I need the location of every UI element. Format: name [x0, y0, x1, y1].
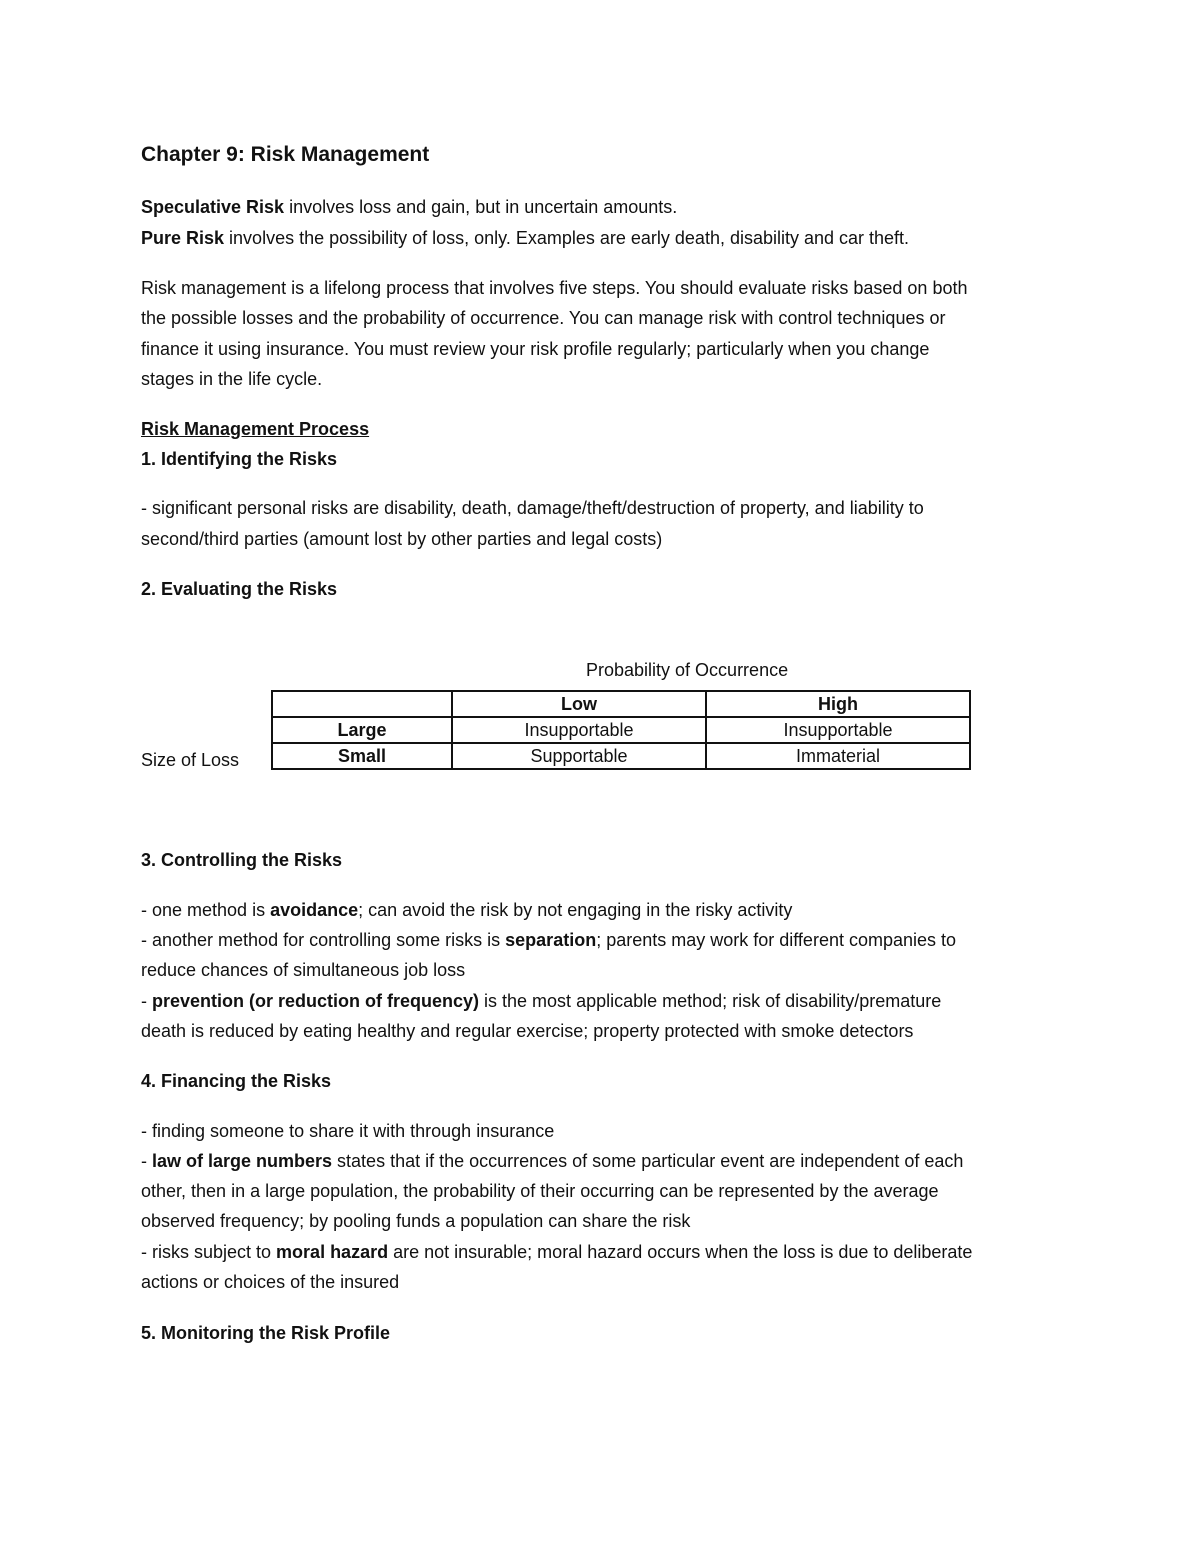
table-row-label: Large — [272, 717, 452, 743]
step-3-heading — [141, 845, 342, 875]
table-header-cell: High — [706, 691, 970, 717]
moral-hazard-term: moral hazard — [276, 1242, 389, 1262]
text-run: ; can avoid the risk by not engaging in the risky activity — [358, 900, 793, 920]
table-cell: Insupportable — [706, 717, 970, 743]
speculative-risk-text: involves loss and gain, but in uncertain amounts. — [284, 197, 678, 217]
process-heading: Risk Management Process — [141, 419, 370, 439]
pure-risk-text: involves the possibility of loss, only. Examples are early death, disability and car theft. — [224, 228, 910, 248]
step-3-heading-text: 3. Controlling the Risks — [141, 850, 343, 870]
step-1-heading — [141, 444, 337, 474]
table-row — [272, 743, 970, 769]
prevention-term: prevention (or reduction of frequency) — [152, 991, 480, 1011]
step-1-line: second/third parties (amount lost by other parties and legal costs) — [141, 529, 663, 549]
step-3-line — [141, 895, 792, 925]
avoidance-term: avoidance — [270, 900, 359, 920]
step-4-line: actions or choices of the insured — [141, 1272, 400, 1292]
table-header-row — [272, 691, 970, 717]
step-4-line: other, then in a large population, the probability of their occurring can be represented by the average — [141, 1181, 939, 1201]
step-4-line: - finding someone to share it with through insurance — [141, 1121, 555, 1141]
text-run: - one method is — [141, 900, 271, 920]
step-3-line: death is reduced by eating healthy and regular exercise; property protected with smoke detectors — [141, 1021, 914, 1041]
step-4-line — [141, 1237, 972, 1267]
size-of-loss-label: Size of Loss — [141, 750, 240, 770]
probability-of-occurrence-label: Probability of Occurrence — [586, 660, 789, 680]
text-run: states that if the occurrences of some particular event are independent of each — [332, 1151, 964, 1171]
step-5-heading-text: 5. Monitoring the Risk Profile — [141, 1323, 391, 1343]
intro-paragraph-line: finance it using insurance. You must review your risk profile regularly; particularly when you change — [141, 339, 930, 359]
step-3-line — [141, 925, 956, 955]
table-row — [272, 717, 970, 743]
text-run: is the most applicable method; risk of disability/premature — [479, 991, 942, 1011]
step-3-line: reduce chances of simultaneous job loss — [141, 960, 466, 980]
table-row-label: Small — [272, 743, 452, 769]
step-4-heading-text: 4. Financing the Risks — [141, 1071, 332, 1091]
separation-term: separation — [505, 930, 597, 950]
step-5-heading — [141, 1318, 390, 1348]
text-run: - risks subject to — [141, 1242, 277, 1262]
step-2-heading-text: 2. Evaluating the Risks — [141, 579, 338, 599]
text-run: - another method for controlling some risks is — [141, 930, 506, 950]
step-2-heading — [141, 574, 337, 604]
intro-paragraph-line: the possible losses and the probability of occurrence. You can manage risk with control techniques or — [141, 308, 946, 328]
table-header-cell: Low — [452, 691, 706, 717]
text-run: ; parents may work for different companies to — [596, 930, 957, 950]
pure-risk-definition — [141, 223, 909, 253]
text-run: - — [141, 991, 152, 1011]
step-1-heading-text: 1. Identifying the Risks — [141, 449, 338, 469]
step-4-line — [141, 1146, 963, 1176]
text-run: - — [141, 1151, 152, 1171]
table-cell: Supportable — [452, 743, 706, 769]
step-4-line: observed frequency; by pooling funds a population can share the risk — [141, 1211, 691, 1231]
law-of-large-numbers-term: law of large numbers — [152, 1151, 333, 1171]
step-3-line — [141, 986, 941, 1016]
step-4-heading — [141, 1066, 331, 1096]
page-title: Chapter 9: Risk Management — [141, 143, 430, 166]
intro-paragraph-line: Risk management is a lifelong process that involves five steps. You should evaluate risks based on both — [141, 278, 968, 298]
intro-paragraph-line: stages in the life cycle. — [141, 369, 323, 389]
speculative-risk-definition — [141, 192, 677, 222]
table-cell: Insupportable — [452, 717, 706, 743]
table-cell: Immaterial — [706, 743, 970, 769]
table-header-cell — [272, 691, 452, 717]
pure-risk-term: Pure Risk — [141, 228, 225, 248]
speculative-risk-term: Speculative Risk — [141, 197, 285, 217]
step-1-line: - significant personal risks are disability, death, damage/theft/destruction of property, and liability to — [141, 498, 924, 518]
risk-evaluation-table — [271, 690, 971, 770]
text-run: are not insurable; moral hazard occurs when the loss is due to deliberate — [388, 1242, 973, 1262]
